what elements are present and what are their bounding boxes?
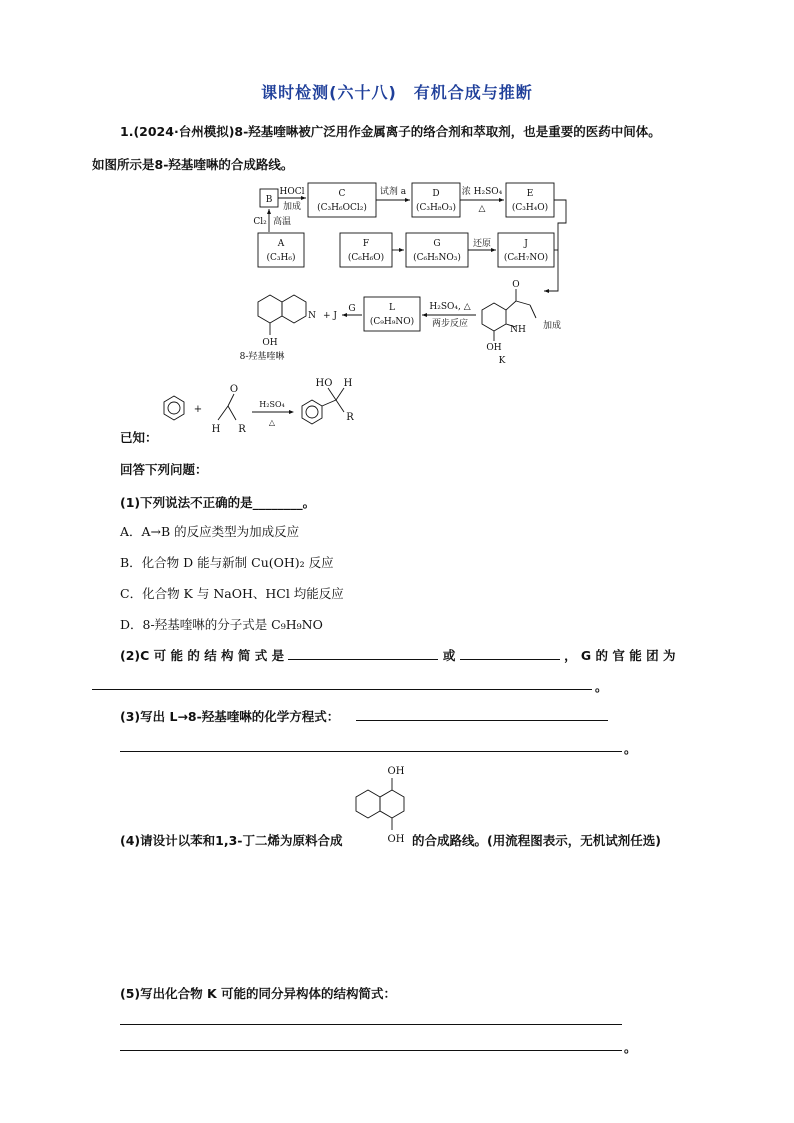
- node-F-name: F: [362, 239, 370, 249]
- sub1-option-D: D．8-羟基喹啉的分子式是 C₉H₉NO: [120, 617, 323, 632]
- sub1-stem: (1)下列说法不正确的是________。: [120, 495, 316, 510]
- label-cl2: Cl₂: [253, 217, 267, 227]
- label-reduction: 还原: [472, 239, 492, 249]
- label-hocl: HOCl: [279, 187, 305, 197]
- node-F-formula: (C₆H₆O): [347, 253, 385, 263]
- node-L-name: L: [389, 303, 395, 313]
- sub1-option-B: B．化合物 D 能与新制 Cu(OH)₂ 反应: [120, 555, 334, 570]
- sub4-tail: 的合成路线。(用流程图表示，无机试剂任选): [412, 833, 661, 848]
- node-B: B: [265, 195, 273, 205]
- known-product-H: H: [343, 378, 353, 389]
- label-two-step: 两步反应: [431, 319, 469, 329]
- label-addition-2: 加成: [542, 321, 562, 331]
- sub2-part2: 或: [442, 648, 456, 663]
- label-plus-J: + J: [322, 311, 338, 321]
- sub4-stem: (4)请设计以苯和1,3-丁二烯为原料合成: [120, 833, 343, 848]
- sub2-part1: (2)C 可 能 的 结 构 简 式 是: [120, 648, 285, 663]
- label-G-reagent: G: [348, 304, 356, 314]
- label-high-temp: 高温: [272, 217, 292, 227]
- sub2-answer-line[interactable]: [92, 689, 592, 690]
- K-carbonyl-O: O: [512, 280, 520, 290]
- naphthalenediol-structure: [350, 760, 414, 850]
- page-title: 课时检测(六十八) 有机合成与推断: [261, 83, 533, 102]
- sub2-end: 。: [595, 679, 608, 694]
- node-J-name: J: [524, 239, 528, 249]
- label-addition: 加成: [282, 202, 302, 212]
- sub5-answer-line-2[interactable]: [120, 1050, 622, 1051]
- product-name: 8-羟基喹啉: [240, 352, 285, 362]
- sub3-end: 。: [624, 741, 637, 756]
- node-C-formula: (C₃H₆OCl₂): [317, 203, 367, 213]
- node-D-formula: (C₃H₈O₃): [416, 203, 456, 213]
- naphthalenediol-OH-bottom: OH: [387, 834, 405, 845]
- sub2-part3: ， G 的 官 能 团 为: [564, 648, 676, 663]
- sub1-option-C: C．化合物 K 与 NaOH、HCl 均能反应: [120, 586, 344, 601]
- known-product-R: R: [346, 412, 354, 423]
- node-A-formula: (C₃H₆): [266, 253, 296, 263]
- known-product-HO: HO: [315, 378, 333, 389]
- node-G-name: G: [433, 239, 441, 249]
- known-label: 已知：: [120, 430, 158, 445]
- sub5-answer-line-1[interactable]: [120, 1024, 622, 1025]
- node-L-formula: (C₉H₉NO): [369, 317, 415, 327]
- sub3-stem: (3)写出 L→8-羟基喹啉的化学方程式：: [120, 709, 340, 724]
- node-G-formula: (C₆H₅NO₃): [413, 253, 461, 263]
- synthesis-route-diagram: [240, 175, 580, 375]
- label-heat: △: [478, 204, 486, 214]
- node-A-name: A: [277, 239, 285, 249]
- sub3-answer-line-2[interactable]: [120, 751, 622, 752]
- node-D-name: D: [432, 189, 440, 199]
- sub2-line: [120, 646, 700, 664]
- q1-intro-line2: 如图所示是8-羟基喹啉的合成路线。: [92, 157, 294, 172]
- sub3-answer-line-1[interactable]: [356, 720, 608, 721]
- node-C-name: C: [338, 189, 346, 199]
- sub5-stem: (5)写出化合物 K 可能的同分异构体的结构简式：: [120, 986, 397, 1001]
- node-E-name: E: [526, 189, 534, 199]
- q1-intro-line1: 1.(2024·台州模拟)8-羟基喹啉被广泛用作金属离子的络合剂和萃取剂，也是重要的医药中间体。: [120, 124, 661, 139]
- K-NH: NH: [510, 325, 526, 335]
- svg-text:+: +: [193, 404, 203, 415]
- label-reagent-a: 试剂 a: [379, 187, 407, 197]
- K-OH: OH: [486, 343, 502, 353]
- quinoline-OH: OH: [262, 338, 278, 348]
- label-h2so4-heat: H₂SO₄, △: [429, 302, 471, 312]
- known-reaction-diagram: [158, 370, 378, 440]
- known-heat: △: [268, 418, 276, 427]
- sub1-option-A: A．A→B 的反应类型为加成反应: [120, 524, 300, 539]
- known-aldehyde-H: H: [211, 424, 221, 435]
- label-conc-h2so4: 浓 H₂SO₄: [461, 187, 503, 197]
- known-aldehyde-R: R: [238, 424, 246, 435]
- K-label: K: [498, 356, 506, 366]
- naphthalenediol-OH-top: OH: [387, 766, 405, 777]
- node-E-formula: (C₃H₄O): [511, 203, 549, 213]
- node-J-formula: (C₆H₇NO): [503, 253, 549, 263]
- answer-intro: 回答下列问题：: [120, 462, 208, 477]
- sub2-blank-2[interactable]: [460, 647, 560, 660]
- quinoline-N: N: [308, 311, 316, 321]
- sub2-blank-1[interactable]: [288, 647, 438, 660]
- known-carbonyl-O: O: [229, 384, 239, 395]
- sub5-end: 。: [624, 1040, 637, 1055]
- known-h2so4: H₂SO₄: [259, 400, 285, 409]
